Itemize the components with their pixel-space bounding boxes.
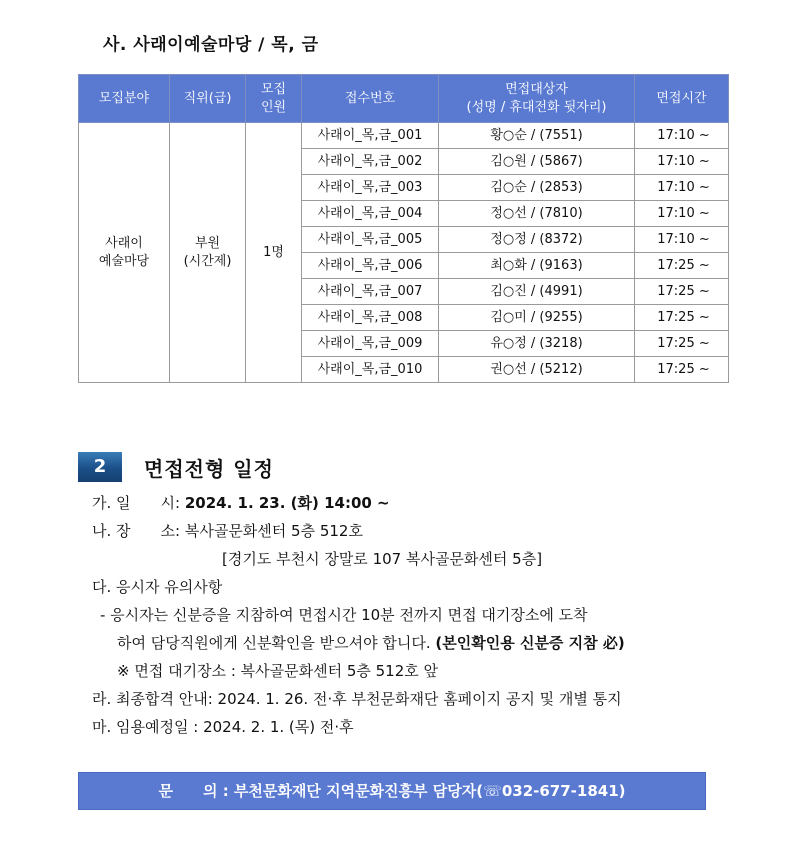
receipt-no-cell: 사래이_목,금_009 bbox=[302, 331, 439, 357]
date-label: 가. 일 시: bbox=[92, 494, 185, 512]
time-cell: 17:25 ~ bbox=[635, 357, 729, 383]
note-line-1: - 응시자는 신분증을 지참하여 면접시간 10분 전까지 면접 대기장소에 도착 bbox=[100, 606, 588, 624]
time-cell: 17:10 ~ bbox=[635, 175, 729, 201]
receipt-no-cell: 사래이_목,금_003 bbox=[302, 175, 439, 201]
time-cell: 17:10 ~ bbox=[635, 227, 729, 253]
table-row bbox=[79, 123, 729, 149]
candidate-cell: 김○순 / (2853) bbox=[439, 175, 635, 201]
receipt-no-cell: 사래이_목,금_005 bbox=[302, 227, 439, 253]
time-cell: 17:25 ~ bbox=[635, 253, 729, 279]
field-cell: 사래이 예술마당 bbox=[79, 123, 170, 383]
candidate-cell: 정○선 / (7810) bbox=[439, 201, 635, 227]
receipt-no-cell: 사래이_목,금_006 bbox=[302, 253, 439, 279]
time-cell: 17:25 ~ bbox=[635, 331, 729, 357]
count-cell: 1명 bbox=[246, 123, 302, 383]
interview-table bbox=[78, 74, 729, 383]
candidate-cell: 권○선 / (5212) bbox=[439, 357, 635, 383]
time-cell: 17:25 ~ bbox=[635, 305, 729, 331]
time-cell: 17:10 ~ bbox=[635, 201, 729, 227]
candidate-cell: 김○원 / (5867) bbox=[439, 149, 635, 175]
candidate-cell: 정○정 / (8372) bbox=[439, 227, 635, 253]
header-field: 모집분야 bbox=[79, 75, 170, 123]
waiting-place: ※ 면접 대기장소 : 복사골문화센터 5층 512호 앞 bbox=[117, 662, 439, 680]
date-value: 2024. 1. 23. (화) 14:00 ~ bbox=[184, 494, 390, 512]
notes-title: 다. 응시자 유의사항 bbox=[92, 578, 223, 596]
position-cell: 부원 (시간제) bbox=[170, 123, 246, 383]
header-count: 모집 인원 bbox=[246, 75, 302, 123]
appointment-date: 마. 임용예정일 : 2024. 2. 1. (목) 전·후 bbox=[92, 718, 354, 736]
address: [경기도 부천시 장말로 107 복사골문화센터 5층] bbox=[222, 550, 543, 568]
section-title: 사. 사래이예술마당 / 목, 금 bbox=[103, 35, 319, 55]
receipt-no-cell: 사래이_목,금_007 bbox=[302, 279, 439, 305]
place-value: 복사골문화센터 5층 512호 bbox=[184, 522, 363, 540]
note-line-2 bbox=[117, 632, 625, 653]
receipt-no-cell: 사래이_목,금_008 bbox=[302, 305, 439, 331]
receipt-no-cell: 사래이_목,금_010 bbox=[302, 357, 439, 383]
final-notice: 라. 최종합격 안내: 2024. 1. 26. 전·후 부천문화재단 홈페이지 공지 및 개별 통지 bbox=[92, 690, 622, 708]
receipt-no-cell: 사래이_목,금_002 bbox=[302, 149, 439, 175]
header-receipt-no: 접수번호 bbox=[302, 75, 439, 123]
place-label: 나. 장 소: bbox=[92, 522, 185, 540]
time-cell: 17:10 ~ bbox=[635, 149, 729, 175]
section-2-title: 면접전형 일정 bbox=[144, 457, 274, 481]
receipt-no-cell: 사래이_목,금_001 bbox=[302, 123, 439, 149]
candidate-cell: 김○진 / (4991) bbox=[439, 279, 635, 305]
header-candidate: 면접대상자 (성명 / 휴대전화 뒷자리) bbox=[439, 75, 635, 123]
contact-bar: 문 의 : 부천문화재단 지역문화진흥부 담당자(☏032-677-1841) bbox=[78, 772, 706, 810]
section-number-badge: 2 bbox=[78, 452, 122, 482]
time-cell: 17:10 ~ bbox=[635, 123, 729, 149]
schedule-place bbox=[92, 520, 363, 541]
candidate-cell: 최○화 / (9163) bbox=[439, 253, 635, 279]
header-time: 면접시간 bbox=[635, 75, 729, 123]
time-cell: 17:25 ~ bbox=[635, 279, 729, 305]
receipt-no-cell: 사래이_목,금_004 bbox=[302, 201, 439, 227]
id-required-note: (본인확인용 신분증 지참 必) bbox=[435, 634, 625, 652]
table-header-row bbox=[79, 75, 729, 123]
candidate-cell: 김○미 / (9255) bbox=[439, 305, 635, 331]
schedule-date bbox=[92, 492, 390, 513]
candidate-cell: 유○정 / (3218) bbox=[439, 331, 635, 357]
table-body bbox=[79, 123, 729, 383]
header-position: 직위(급) bbox=[170, 75, 246, 123]
candidate-cell: 황○순 / (7551) bbox=[439, 123, 635, 149]
note-line-2-text: 하여 담당직원에게 신분확인을 받으셔야 합니다. bbox=[117, 634, 436, 652]
